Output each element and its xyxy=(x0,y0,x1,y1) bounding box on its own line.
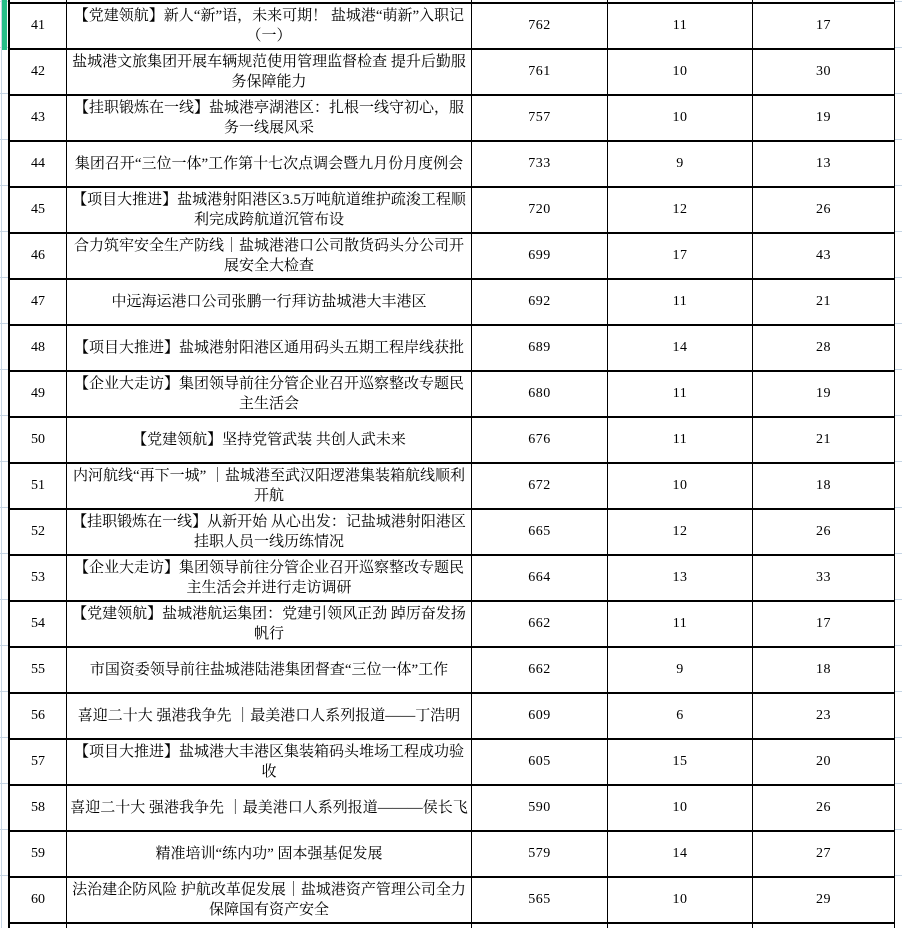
value1-cell[interactable]: 761 xyxy=(472,50,608,96)
title-cell[interactable]: 【企业大走访】集团领导前往分管企业召开巡察整改专题民主生活会并进行走访调研 xyxy=(67,556,472,602)
value3-cell[interactable]: 17 xyxy=(753,4,895,50)
row-index-cell[interactable]: 49 xyxy=(8,372,67,418)
sheet-left-gutter xyxy=(0,0,8,928)
value3-cell[interactable]: 23 xyxy=(753,694,895,740)
title-cell[interactable]: 中远海运港口公司张鹏一行拜访盐城港大丰港区 xyxy=(67,280,472,326)
value3-cell[interactable]: 18 xyxy=(753,464,895,510)
title-cell[interactable]: 【党建领航】坚持党管武装 共创人武未来 xyxy=(67,418,472,464)
table-row xyxy=(8,510,895,556)
value3-cell[interactable]: 26 xyxy=(753,786,895,832)
title-cell[interactable]: 集团召开“三位一体”工作第十七次点调会暨九月份月度例会 xyxy=(67,142,472,188)
table-row xyxy=(8,142,895,188)
value1-cell[interactable]: 733 xyxy=(472,142,608,188)
value3-cell[interactable]: 33 xyxy=(753,556,895,602)
row-index-cell[interactable]: 51 xyxy=(8,464,67,510)
table-row xyxy=(8,786,895,832)
value2-cell[interactable]: 11 xyxy=(608,372,753,418)
title-cell[interactable]: 【党建领航】盐城港航运集团：党建引领风正劲 踔厉奋发扬帆行 xyxy=(67,602,472,648)
row-index-cell[interactable]: 46 xyxy=(8,234,67,280)
title-cell[interactable]: 【党建领航】新人“新”语，未来可期！ 盐城港“萌新”入职记（一） xyxy=(67,4,472,50)
row-index-cell[interactable]: 43 xyxy=(8,96,67,142)
value1-cell[interactable]: 757 xyxy=(472,96,608,142)
value1-cell[interactable]: 662 xyxy=(472,602,608,648)
row-index-cell[interactable]: 57 xyxy=(8,740,67,786)
row-index-cell[interactable]: 54 xyxy=(8,602,67,648)
value3-cell[interactable]: 20 xyxy=(753,740,895,786)
title-cell[interactable]: 【挂职锻炼在一线】盐城港亭湖港区：扎根一线守初心，服务一线展风采 xyxy=(67,96,472,142)
row-index-cell[interactable]: 53 xyxy=(8,556,67,602)
value1-cell[interactable]: 609 xyxy=(472,694,608,740)
value2-cell[interactable]: 10 xyxy=(608,464,753,510)
row-index-cell[interactable]: 48 xyxy=(8,326,67,372)
value1-cell[interactable]: 680 xyxy=(472,372,608,418)
value3-cell[interactable]: 28 xyxy=(753,326,895,372)
value2-cell[interactable]: 10 xyxy=(608,96,753,142)
title-cell[interactable]: 法治建企防风险 护航改革促发展｜盐城港资产管理公司全力保障国有资产安全 xyxy=(67,878,472,924)
title-cell[interactable]: 盐城港文旅集团开展车辆规范使用管理监督检查 提升后勤服务保障能力 xyxy=(67,50,472,96)
title-cell[interactable]: 【项目大推进】盐城港射阳港区通用码头五期工程岸线获批 xyxy=(67,326,472,372)
value3-cell[interactable]: 27 xyxy=(753,832,895,878)
value2-cell[interactable]: 11 xyxy=(608,602,753,648)
row-index-cell[interactable]: 60 xyxy=(8,878,67,924)
value3-cell[interactable]: 18 xyxy=(753,648,895,694)
value1-cell[interactable]: 605 xyxy=(472,740,608,786)
value2-cell[interactable]: 11 xyxy=(608,280,753,326)
value2-cell[interactable]: 14 xyxy=(608,326,753,372)
value3-cell[interactable]: 13 xyxy=(753,142,895,188)
value1-cell[interactable]: 692 xyxy=(472,280,608,326)
gutter-gridline xyxy=(1,0,2,928)
table-bottom-border-stubs xyxy=(8,924,895,928)
value2-cell[interactable]: 13 xyxy=(608,556,753,602)
value2-cell[interactable]: 12 xyxy=(608,510,753,556)
value1-cell[interactable]: 672 xyxy=(472,464,608,510)
value3-cell[interactable]: 19 xyxy=(753,96,895,142)
value3-cell[interactable]: 43 xyxy=(753,234,895,280)
row-index-cell[interactable]: 50 xyxy=(8,418,67,464)
row-selection-indicator xyxy=(2,0,7,50)
table-row xyxy=(8,188,895,234)
table-row xyxy=(8,96,895,142)
title-cell[interactable]: 【项目大推进】盐城港大丰港区集装箱码头堆场工程成功验收 xyxy=(67,740,472,786)
table-row xyxy=(8,694,895,740)
title-cell[interactable]: 内河航线“再下一城” ｜盐城港至武汉阳逻港集装箱航线顺利开航 xyxy=(67,464,472,510)
title-cell[interactable]: 【挂职锻炼在一线】从新开始 从心出发：记盐城港射阳港区挂职人员一线历练情况 xyxy=(67,510,472,556)
value2-cell[interactable]: 9 xyxy=(608,142,753,188)
table-row xyxy=(8,878,895,924)
value3-cell[interactable]: 26 xyxy=(753,510,895,556)
value2-cell[interactable]: 10 xyxy=(608,786,753,832)
value2-cell[interactable]: 10 xyxy=(608,878,753,924)
value2-cell[interactable]: 17 xyxy=(608,234,753,280)
row-index-cell[interactable]: 55 xyxy=(8,648,67,694)
title-cell[interactable]: 喜迎二十大 强港我争先 ｜最美港口人系列报道——丁浩明 xyxy=(67,694,472,740)
value1-cell[interactable]: 699 xyxy=(472,234,608,280)
value2-cell[interactable]: 12 xyxy=(608,188,753,234)
value1-cell[interactable]: 720 xyxy=(472,188,608,234)
row-index-cell[interactable]: 58 xyxy=(8,786,67,832)
value1-cell[interactable]: 676 xyxy=(472,418,608,464)
title-cell[interactable]: 【企业大走访】集团领导前往分管企业召开巡察整改专题民主生活会 xyxy=(67,372,472,418)
table-row xyxy=(8,740,895,786)
value3-cell[interactable]: 29 xyxy=(753,878,895,924)
value2-cell[interactable]: 15 xyxy=(608,740,753,786)
table-row xyxy=(8,50,895,96)
row-index-cell[interactable]: 45 xyxy=(8,188,67,234)
value2-cell[interactable]: 14 xyxy=(608,832,753,878)
value1-cell[interactable]: 664 xyxy=(472,556,608,602)
value1-cell[interactable]: 689 xyxy=(472,326,608,372)
table-row xyxy=(8,832,895,878)
value3-cell[interactable]: 21 xyxy=(753,418,895,464)
row-index-cell[interactable]: 41 xyxy=(8,4,67,50)
row-index-cell[interactable]: 42 xyxy=(8,50,67,96)
row-index-cell[interactable]: 52 xyxy=(8,510,67,556)
title-cell[interactable]: 精准培训“练内功” 固本强基促发展 xyxy=(67,832,472,878)
row-index-cell[interactable]: 44 xyxy=(8,142,67,188)
title-cell[interactable]: 市国资委领导前往盐城港陆港集团督查“三位一体”工作 xyxy=(67,648,472,694)
title-cell[interactable]: 【项目大推进】盐城港射阳港区3.5万吨航道维护疏浚工程顺利完成跨航道沉管布设 xyxy=(67,188,472,234)
table-row xyxy=(8,234,895,280)
row-index-cell[interactable]: 47 xyxy=(8,280,67,326)
value3-cell[interactable]: 17 xyxy=(753,602,895,648)
value1-cell[interactable]: 579 xyxy=(472,832,608,878)
value3-cell[interactable]: 30 xyxy=(753,50,895,96)
table-row xyxy=(8,4,895,50)
sheet-right-margin xyxy=(895,0,902,928)
value2-cell[interactable]: 6 xyxy=(608,694,753,740)
value3-cell[interactable]: 26 xyxy=(753,188,895,234)
value3-cell[interactable]: 19 xyxy=(753,372,895,418)
value3-cell[interactable]: 21 xyxy=(753,280,895,326)
value1-cell[interactable]: 590 xyxy=(472,786,608,832)
table-row xyxy=(8,372,895,418)
value2-cell[interactable]: 11 xyxy=(608,418,753,464)
value1-cell[interactable]: 665 xyxy=(472,510,608,556)
table-row xyxy=(8,326,895,372)
value1-cell[interactable]: 762 xyxy=(472,4,608,50)
title-cell[interactable]: 喜迎二十大 强港我争先 ｜最美港口人系列报道———侯长飞 xyxy=(67,786,472,832)
row-index-cell[interactable]: 59 xyxy=(8,832,67,878)
row-index-cell[interactable]: 56 xyxy=(8,694,67,740)
value2-cell[interactable]: 11 xyxy=(608,4,753,50)
table-row xyxy=(8,418,895,464)
report-table xyxy=(8,2,895,924)
value1-cell[interactable]: 662 xyxy=(472,648,608,694)
table-row xyxy=(8,648,895,694)
value1-cell[interactable]: 565 xyxy=(472,878,608,924)
table-row xyxy=(8,602,895,648)
title-cell[interactable]: 合力筑牢安全生产防线｜盐城港港口公司散货码头分公司开展安全大检查 xyxy=(67,234,472,280)
table-row xyxy=(8,556,895,602)
value2-cell[interactable]: 10 xyxy=(608,50,753,96)
table-row xyxy=(8,464,895,510)
value2-cell[interactable]: 9 xyxy=(608,648,753,694)
table-row xyxy=(8,280,895,326)
